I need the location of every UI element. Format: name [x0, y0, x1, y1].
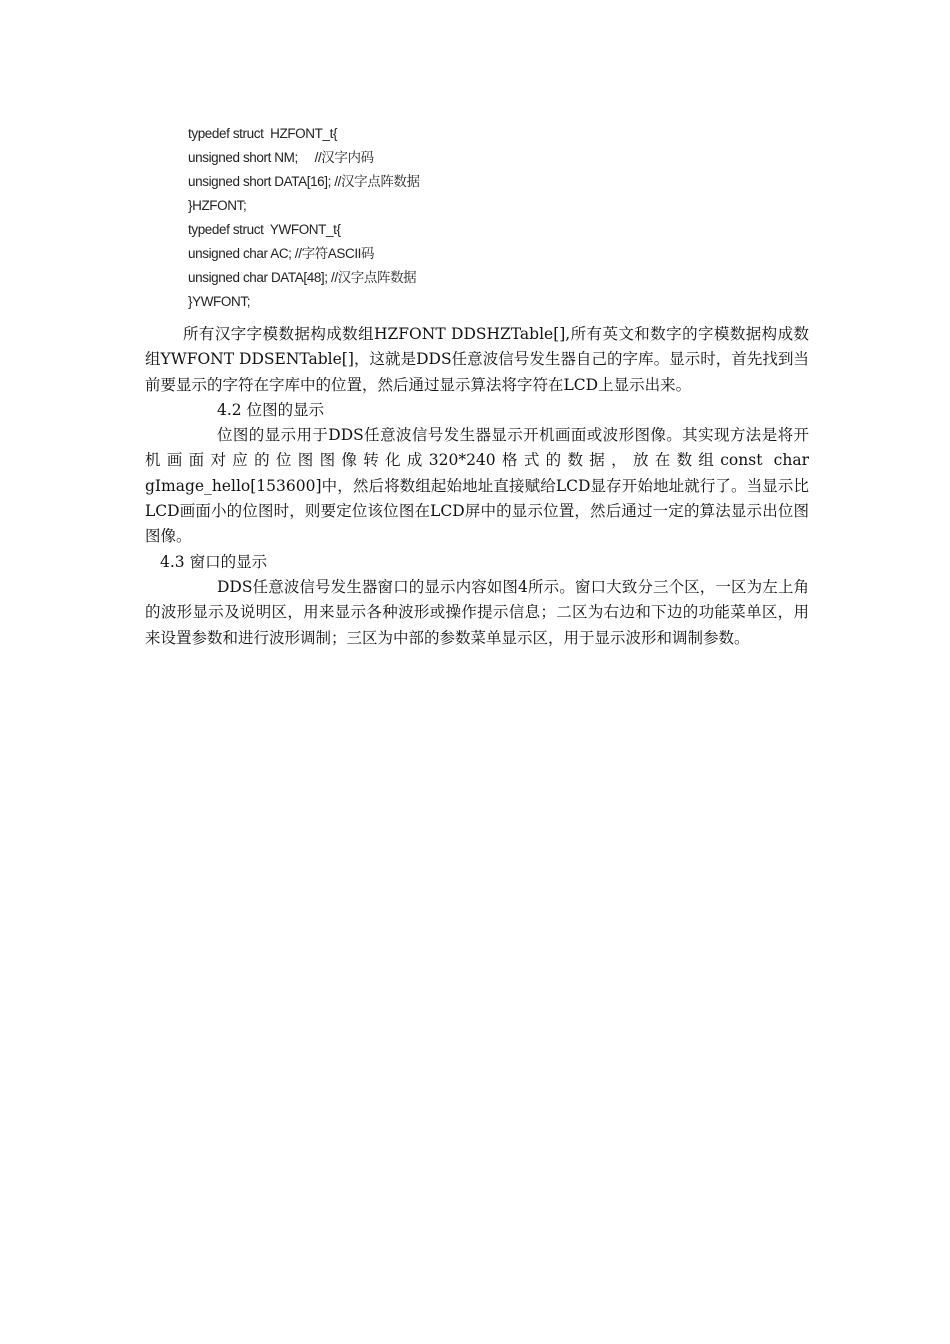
code-snippet-image	[188, 122, 420, 314]
section-heading-4-3: 4.3 窗口的显示	[160, 552, 268, 571]
code-line: }YWFONT;	[188, 294, 251, 309]
paragraph-window-display: DDS任意波信号发生器窗口的显示内容如图4所示。窗口大致分三个区，一区为左上角的波形显示及说明区，用来显示各种波形或操作提示信息；二区为右边和下边的功能菜单区，用来设置参数和进行波形调制；三区为中部的参数菜单显示区，用于显示波形和调制参数。	[145, 577, 809, 647]
code-line: unsigned char DATA[48]; //汉字点阵数据	[188, 270, 417, 285]
paragraph-font-library: 所有汉字字模数据构成数组HZFONT DDSHZTable[],所有英文和数字的字模数据构成数组YWFONT DDSENTable[]，这就是DDS任意波信号发生器自己的字库。显示时，首先找到当前要显示的字符在字库中的位置，然后通过显示算法将字符在LCD上显示出来。	[145, 325, 809, 394]
code-line: typedef struct HZFONT_t{	[188, 126, 338, 141]
code-line: }HZFONT;	[188, 198, 247, 213]
paragraph-bitmap-display: 位图的显示用于DDS任意波信号发生器显示开机画面或波形图像。其实现方法是将开机画面对应的位图图像转化成320*240格式的数据，放在数组const char gImage_hello[153600]中，然后将数组起始地址直接赋给LCD显存开始地址就行了。当显示比LCD画面小的位图时，则要定位该位图在LCD屏中的显示位置，然后通过一定的算法显示出位图图像。	[145, 426, 809, 546]
code-line: typedef struct YWFONT_t{	[188, 222, 341, 237]
section-heading-4-2: 4.2 位图的显示	[217, 400, 325, 419]
code-line: unsigned short DATA[16]; //汉字点阵数据	[188, 174, 420, 189]
document-body	[145, 322, 809, 651]
code-line: unsigned char AC; //字符ASCII码	[188, 246, 375, 261]
code-line: unsigned short NM; //汉字内码	[188, 150, 374, 165]
